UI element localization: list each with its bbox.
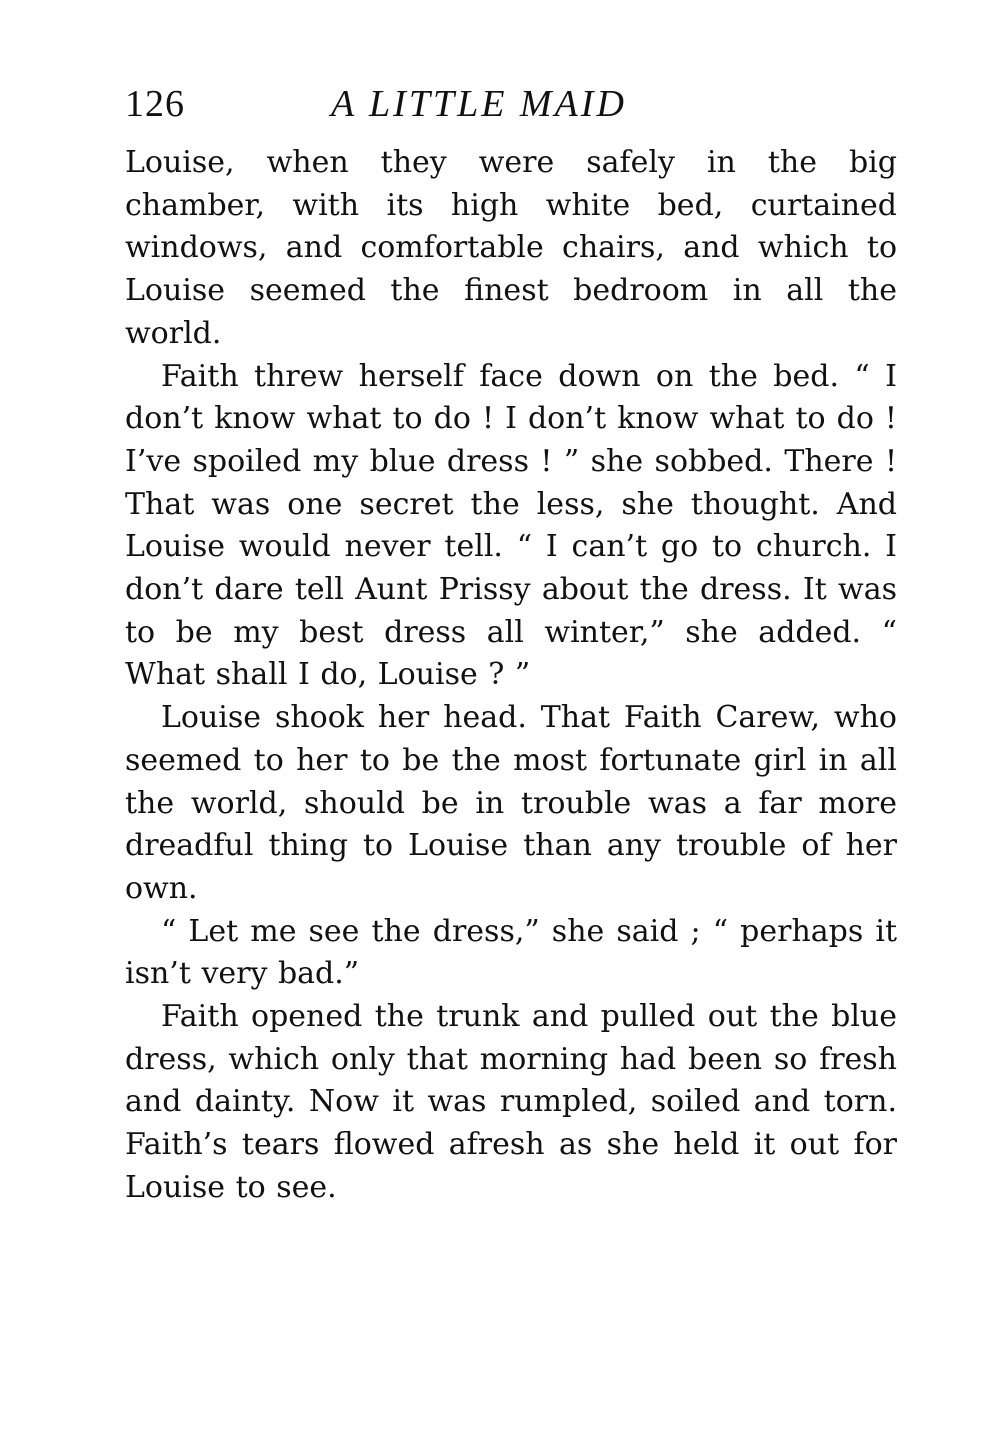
paragraph-4: “ Let me see the dress,” she said ; “ perhaps it isn’t very bad.” [125, 913, 897, 992]
page-number: 126 [125, 83, 185, 125]
running-title: A LITTLE MAID [331, 83, 627, 125]
paragraph-1: Louise, when they were safely in the big chamber, with its high white bed, curtained windows, and comfortable chairs, and which to Louise seemed the finest bedroom in all the world. [125, 145, 897, 351]
paragraph-5: Faith opened the trunk and pulled out the blue dress, which only that morning had been so fresh and dainty. Now it was rumpled, soiled and torn. Faith’s tears flowed afresh as she held it out for Louise to see. [125, 999, 897, 1205]
body-text [125, 142, 897, 1210]
book-page [125, 78, 897, 1210]
paragraph-3: Louise shook her head. That Faith Carew, who seemed to her to be the most fortunate girl in all the world, should be in trouble was a far more dreadful thing to Louise than any trouble of her own. [125, 700, 897, 906]
running-head [125, 78, 897, 130]
paragraph-2: Faith threw herself face down on the bed. “ I don’t know what to do ! I don’t know what to do ! I’ve spoiled my blue dress ! ” she sobbed. There ! That was one secret the less, she thought. And Louise would never tell. “ I can’t go to church. I don’t dare tell Aunt Prissy about the dress. It was to be my best dress all winter,” she added. “ What shall I do, Louise ? ” [125, 358, 897, 693]
